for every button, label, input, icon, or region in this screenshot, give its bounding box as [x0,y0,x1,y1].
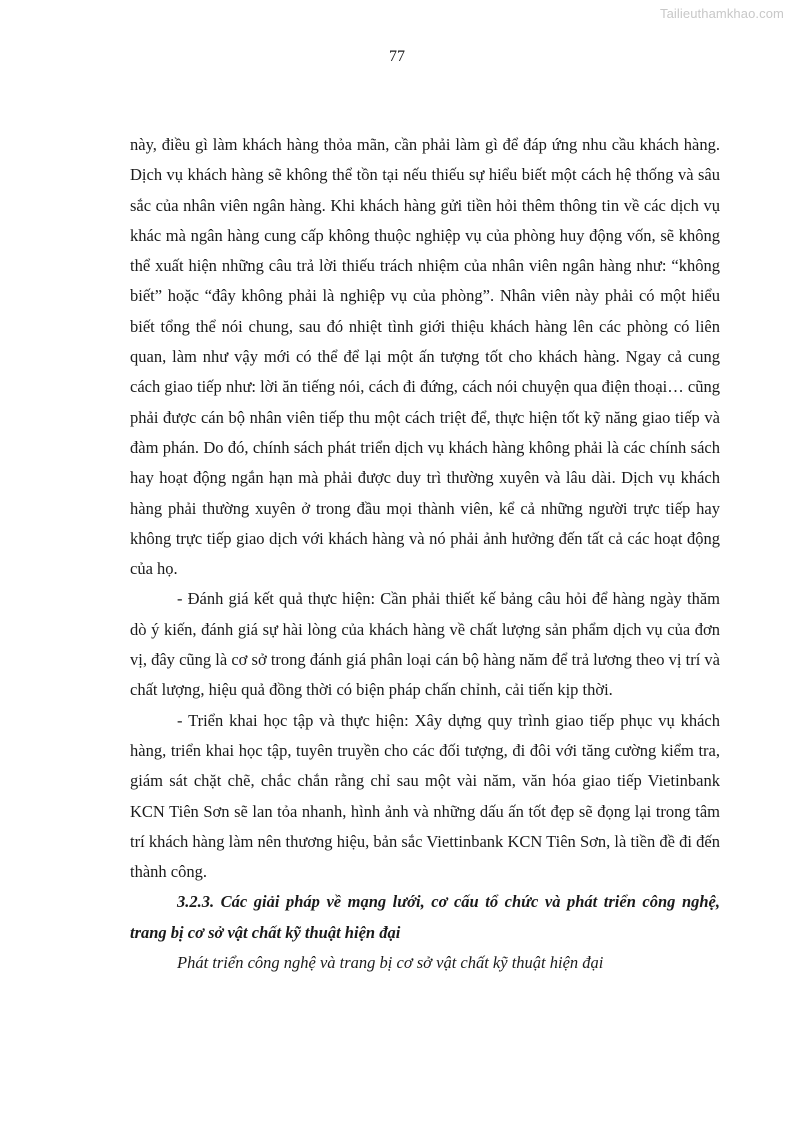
body-paragraph: - Triển khai học tập và thực hiện: Xây dựng quy trình giao tiếp phục vụ khách hàng, triển khai học tập, tuyên truyền cho các đối tượng, đi đôi với tăng cường kiểm tra, giám sát chặt chẽ, chắc chắn rằng chỉ sau một vài năm, văn hóa giao tiếp Vietinbank KCN Tiên Sơn sẽ lan tỏa nhanh, hình ảnh và những dấu ấn tốt đẹp sẽ đọng lại trong tâm trí khách hàng làm nên thương hiệu, bản sắc Viettinbank KCN Tiên Sơn, là tiền đề đi đến thành công. [130,710,720,882]
watermark-text: Tailieuthamkhao.com [659,6,784,21]
document-body [130,130,720,978]
body-paragraph: này, điều gì làm khách hàng thỏa mãn, cần phải làm gì để đáp ứng nhu cầu khách hàng. Dịch vụ khách hàng sẽ không thể tồn tại nếu thiếu sự hiểu biết một cách hệ thống và sâu sắc của nhân viên ngân hàng. Khi khách hàng gửi tiền hỏi thêm thông tin về các dịch vụ khác mà ngân hàng cung cấp không thuộc nghiệp vụ của phòng huy động vốn, sẽ không thể xuất hiện những câu trả lời thiếu trách nhiệm của nhân viên ngân hàng như: “không biết” hoặc “đây không phải là nghiệp vụ của phòng”. Nhân viên này phải có một hiểu biết tổng thể nói chung, sau đó nhiệt tình giới thiệu khách hàng lên các phòng có liên quan, làm như vậy mới có thể để lại một ấn tượng tốt cho khách hàng. Ngay cả cung cách giao tiếp như: lời ăn tiếng nói, cách đi đứng, cách nói chuyện qua điện thoại… cũng phải được cán bộ nhân viên tiếp thu một cách triệt để, thực hiện tốt kỹ năng giao tiếp và đàm phán. Do đó, chính sách phát triển dịch vụ khách hàng không phải là các chính sách hay hoạt động ngắn hạn mà phải được duy trì thường xuyên và lâu dài. Dịch vụ khách hàng phải thường xuyên ở trong đầu mọi thành viên, kể cả những người trực tiếp hay không trực tiếp giao dịch với khách hàng và nó phải ảnh hưởng đến tất cả các hoạt động của họ. [130,135,720,579]
body-paragraph: - Đánh giá kết quả thực hiện: Cần phải thiết kế bảng câu hỏi để hàng ngày thăm dò ý kiến, đánh giá sự hài lòng của khách hàng về chất lượng sản phẩm dịch vụ của đơn vị, đây cũng là cơ sở trong đánh giá phân loại cán bộ hàng năm để trả lương theo vị trí và chất lượng, hiệu quả đồng thời có biện pháp chấn chỉnh, cải tiến kịp thời. [130,589,720,700]
page-number: 77 [389,48,405,65]
section-heading: 3.2.3. Các giải pháp về mạng lưới, cơ cấu tổ chức và phát triển công nghệ, trang bị cơ sở vật chất kỹ thuật hiện đại [130,892,720,942]
section-subheading: Phát triển công nghệ và trang bị cơ sở vật chất kỹ thuật hiện đại [177,953,604,973]
